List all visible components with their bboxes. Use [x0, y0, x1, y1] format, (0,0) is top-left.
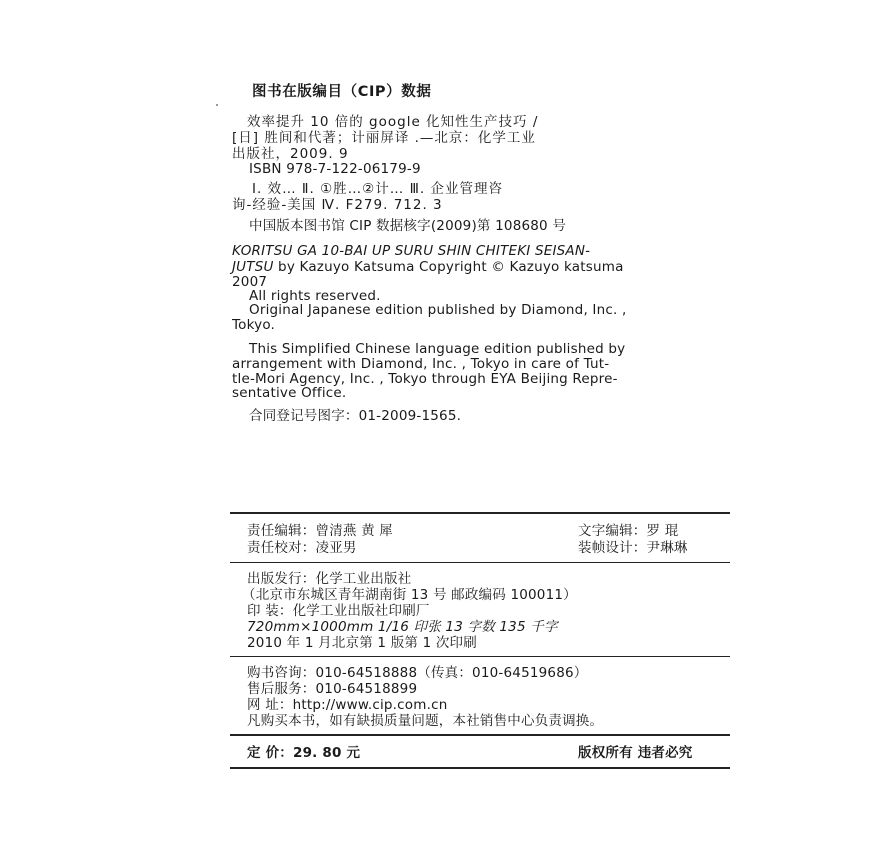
footer-bottom-rule: [230, 767, 730, 769]
credits-bottom-rule: [230, 734, 730, 736]
price-value: 29. 80 元: [293, 745, 361, 761]
rights-reserved: All rights reserved.: [249, 288, 381, 304]
original-title-end: JUTSU: [232, 259, 274, 275]
edition-note-line2: arrangement with Diamond, Inc. , Tokyo in care of Tut-: [232, 356, 610, 372]
cip-entry-line1: 效率提升 10 倍的 google 化知性生产技巧 /: [247, 114, 539, 130]
cip-classification-line2: 询-经验-美国 Ⅳ. F279. 712. 3: [232, 197, 443, 213]
print-edition: 2010 年 1 月北京第 1 版第 1 次印刷: [247, 635, 477, 651]
price: [247, 745, 360, 761]
after-sales-service: 售后服务：010-64518899: [247, 681, 418, 697]
proofreader-label: 责任校对：: [247, 540, 316, 556]
replacement-notice: 凡购买本书，如有缺损质量问题，本社销售中心负责调换。: [247, 713, 604, 729]
cip-entry-line2: [日] 胜间和代著；计丽屏译 .—北京：化学工业: [232, 130, 536, 146]
responsible-editors-value: 曾清燕 黄 犀: [315, 523, 393, 539]
website: 网 址：http://www.cip.com.cn: [247, 697, 448, 713]
proofreader-value: 凌亚男: [315, 540, 357, 556]
text-editor: [578, 523, 678, 539]
copyright-year: 2007: [232, 274, 268, 290]
cip-entry-line3: 出版社，2009. 9: [232, 146, 349, 162]
publisher: 出版发行：化学工业出版社: [247, 571, 412, 587]
original-title-line2: [232, 259, 624, 275]
edition-note-line1: This Simplified Chinese language edition published by: [249, 341, 626, 357]
text-editor-value: 罗 琨: [646, 523, 679, 539]
edition-note-line4: sentative Office.: [232, 385, 347, 401]
cip-title: 图书在版编目（CIP）数据: [252, 84, 432, 100]
cover-designer: [578, 540, 688, 556]
text-editor-label: 文字编辑：: [578, 523, 647, 539]
format-spec: 720mm×1000mm 1/16 印张 13 字数 135 千字: [247, 619, 558, 635]
price-label: 定 价：: [247, 745, 293, 761]
responsible-editors: [247, 523, 393, 539]
edition-note-line3: tle-Mori Agency, Inc. , Tokyo through EYA Beijing Repre-: [232, 371, 618, 387]
contract-number: 合同登记号图字：01-2009-1565.: [249, 408, 462, 424]
purchase-inquiry: 购书咨询：010-64518888（传真：010-64519686）: [247, 665, 588, 681]
copyright-author: by Kazuyo Katsuma Copyright © Kazuyo katsuma: [273, 259, 624, 275]
cover-designer-value: 尹琳琳: [646, 540, 688, 556]
cip-classification-line1: Ⅰ. 效… Ⅱ. ①胜…②计… Ⅲ. 企业管理咨: [252, 181, 503, 197]
publisher-address: （北京市东城区青年湖南街 13 号 邮政编码 100011）: [242, 587, 577, 603]
original-edition-line1: Original Japanese edition published by Diamond, Inc. ,: [249, 302, 627, 318]
original-title-line1: KORITSU GA 10-BAI UP SURU SHIN CHITEKI SEISAN-: [232, 243, 591, 259]
scan-speck: [216, 104, 218, 106]
credits-middle-rule: [230, 562, 730, 563]
rights-notice: 版权所有 违者必究: [578, 745, 693, 761]
cip-isbn: ISBN 978-7-122-06179-9: [249, 161, 421, 177]
cover-designer-label: 装帧设计：: [578, 540, 647, 556]
proofreader: [247, 540, 357, 556]
cip-library-note: 中国版本图书馆 CIP 数据核字(2009)第 108680 号: [249, 218, 567, 234]
original-edition-line2: Tokyo.: [232, 317, 276, 333]
printer: 印 装：化学工业出版社印刷厂: [247, 603, 430, 619]
credits-top-rule: [230, 512, 730, 514]
credits-lower-rule: [230, 656, 730, 657]
responsible-editors-label: 责任编辑：: [247, 523, 316, 539]
